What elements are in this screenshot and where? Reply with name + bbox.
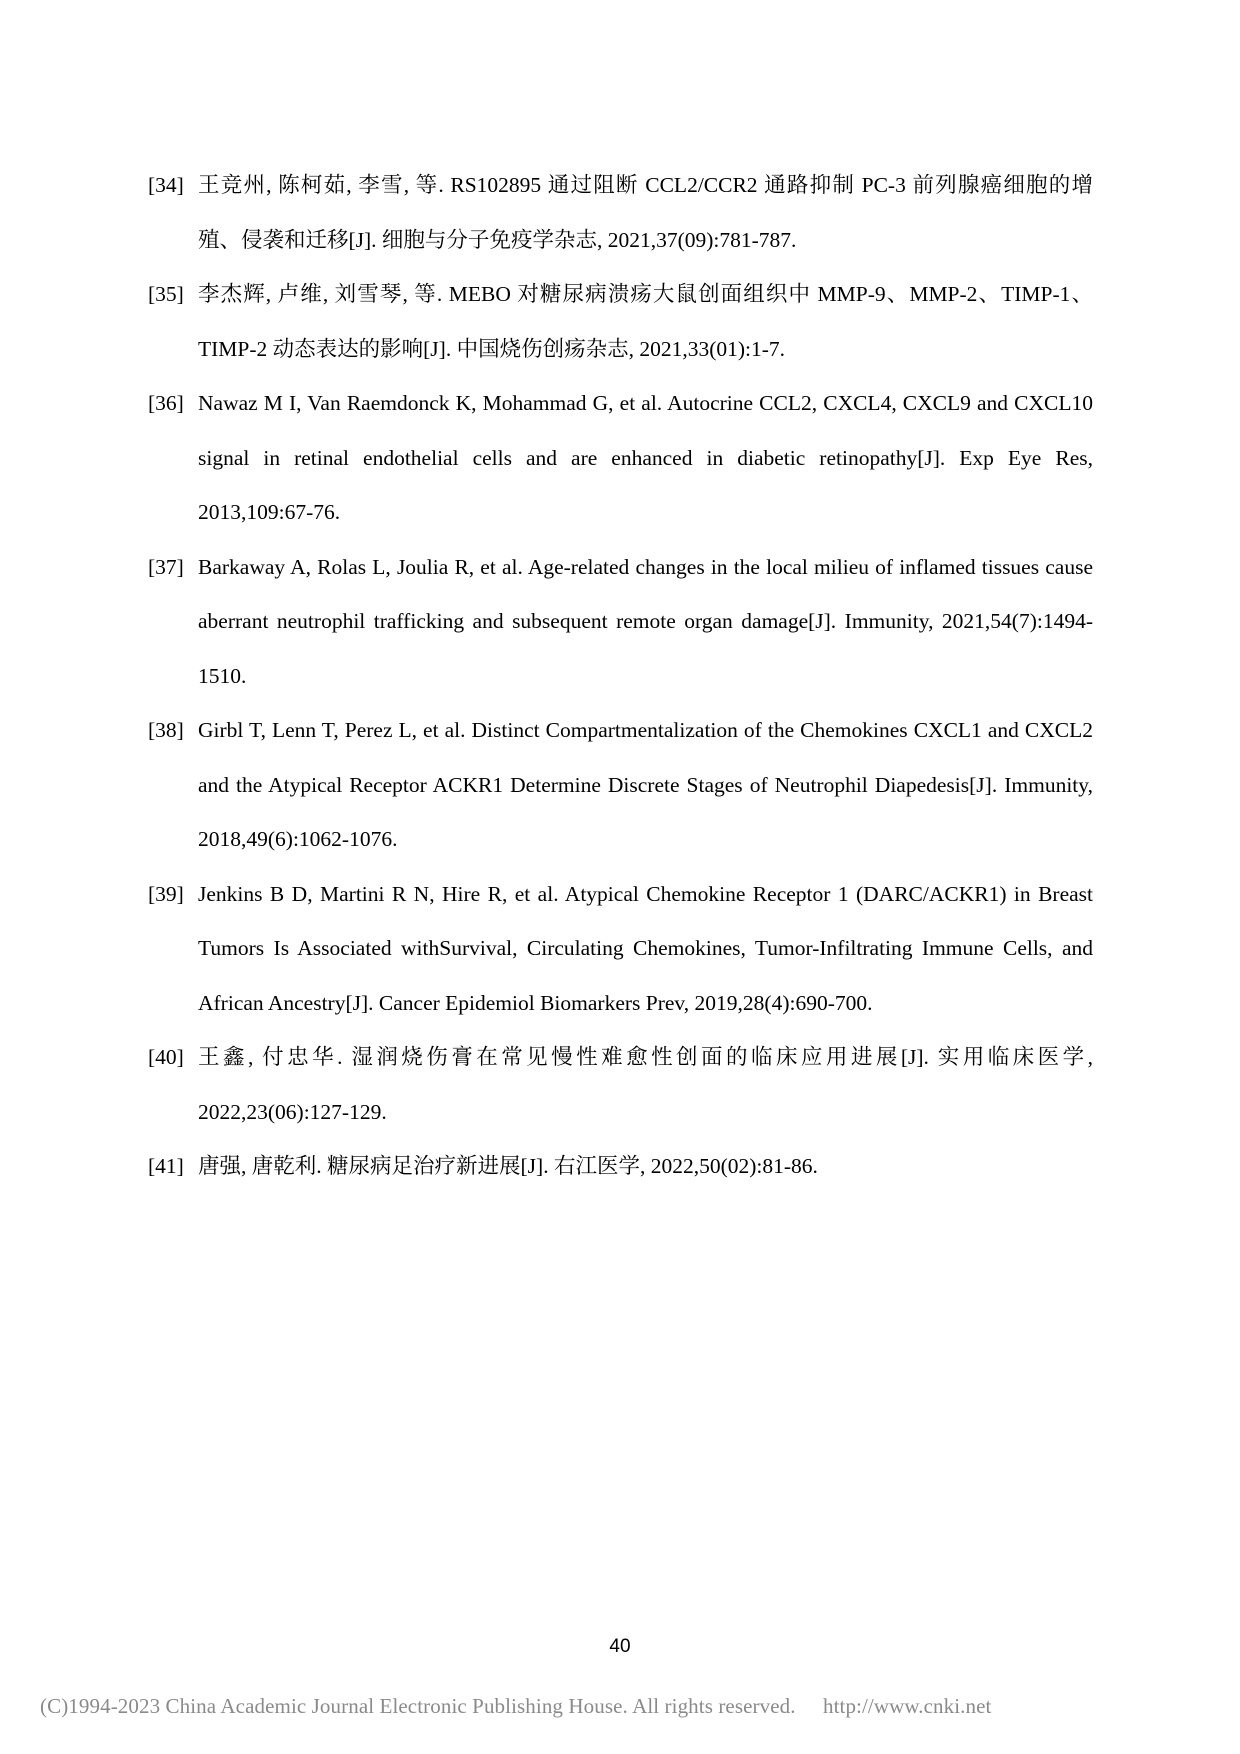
reference-item bbox=[148, 158, 1093, 267]
reference-item bbox=[148, 703, 1093, 867]
reference-list bbox=[148, 158, 1093, 1194]
reference-item bbox=[148, 1139, 1093, 1194]
reference-number: [37] bbox=[148, 554, 184, 579]
reference-text: 王竞州, 陈柯茹, 李雪, 等. RS102895 通过阻断 CCL2/CCR2 通路抑制 PC-3 前列腺癌细胞的增殖、侵袭和迁移[J]. 细胞与分子免疫学杂志, 2021,37(09):781-787. bbox=[198, 173, 1093, 252]
reference-text: 王鑫, 付忠华. 湿润烧伤膏在常见慢性难愈性创面的临床应用进展[J]. 实用临床医学, 2022,23(06):127-129. bbox=[198, 1045, 1093, 1124]
reference-text: Jenkins B D, Martini R N, Hire R, et al. Atypical Chemokine Receptor 1 (DARC/ACKR1) in Breast Tumors Is Associated withSurvival, Circulating Chemokines, Tumor-Infiltrating Immune Cells, and African Ancestry[J]. Cancer Epidemiol Biomarkers Prev, 2019,28(4):690-700. bbox=[198, 881, 1093, 1015]
reference-item bbox=[148, 1030, 1093, 1139]
reference-number: [38] bbox=[148, 718, 184, 742]
reference-number: [36] bbox=[148, 391, 184, 415]
reference-text: Girbl T, Lenn T, Perez L, et al. Distinct Compartmentalization of the Chemokines CXCL1 and CXCL2 and the Atypical Receptor ACKR1 Determine Discrete Stages of Neutrophil Diapedesis[J]. Immunity, 2018,49(6):1062-1076. bbox=[198, 718, 1093, 851]
reference-text: Nawaz M I, Van Raemdonck K, Mohammad G, et al. Autocrine CCL2, CXCL4, CXCL9 and CXCL10 signal in retinal endothelial cells and are enhanced in diabetic retinopathy[J]. Exp Eye Res, 2013,109:67-76. bbox=[198, 391, 1093, 524]
footer-url: http://www.cnki.net bbox=[822, 1694, 992, 1718]
reference-number: [41] bbox=[148, 1154, 184, 1178]
reference-text: 李杰辉, 卢维, 刘雪琴, 等. MEBO 对糖尿病溃疡大鼠创面组织中 MMP-9、MMP-2、TIMP-1、TIMP-2 动态表达的影响[J]. 中国烧伤创疡杂志, 2021,33(01):1-7. bbox=[198, 282, 1093, 361]
reference-item bbox=[148, 540, 1093, 704]
copyright-footer bbox=[40, 1694, 991, 1719]
reference-number: [34] bbox=[148, 173, 184, 197]
reference-text: 唐强, 唐乾利. 糖尿病足治疗新进展[J]. 右江医学, 2022,50(02):81-86. bbox=[198, 1154, 818, 1178]
reference-item bbox=[148, 267, 1093, 376]
copyright-text: (C)1994-2023 China Academic Journal Electronic Publishing House. All rights reserved. bbox=[40, 1694, 796, 1718]
reference-item bbox=[148, 376, 1093, 540]
reference-number: [35] bbox=[148, 282, 184, 306]
reference-number: [39] bbox=[148, 881, 184, 906]
reference-item bbox=[148, 867, 1093, 1031]
page-number: 40 bbox=[609, 1636, 631, 1657]
reference-number: [40] bbox=[148, 1045, 184, 1069]
reference-text: Barkaway A, Rolas L, Joulia R, et al. Age-related changes in the local milieu of inflamed tissues cause aberrant neutrophil trafficking and subsequent remote organ damage[J]. Immunity, 2021,54(7):1494-1510. bbox=[198, 554, 1093, 688]
